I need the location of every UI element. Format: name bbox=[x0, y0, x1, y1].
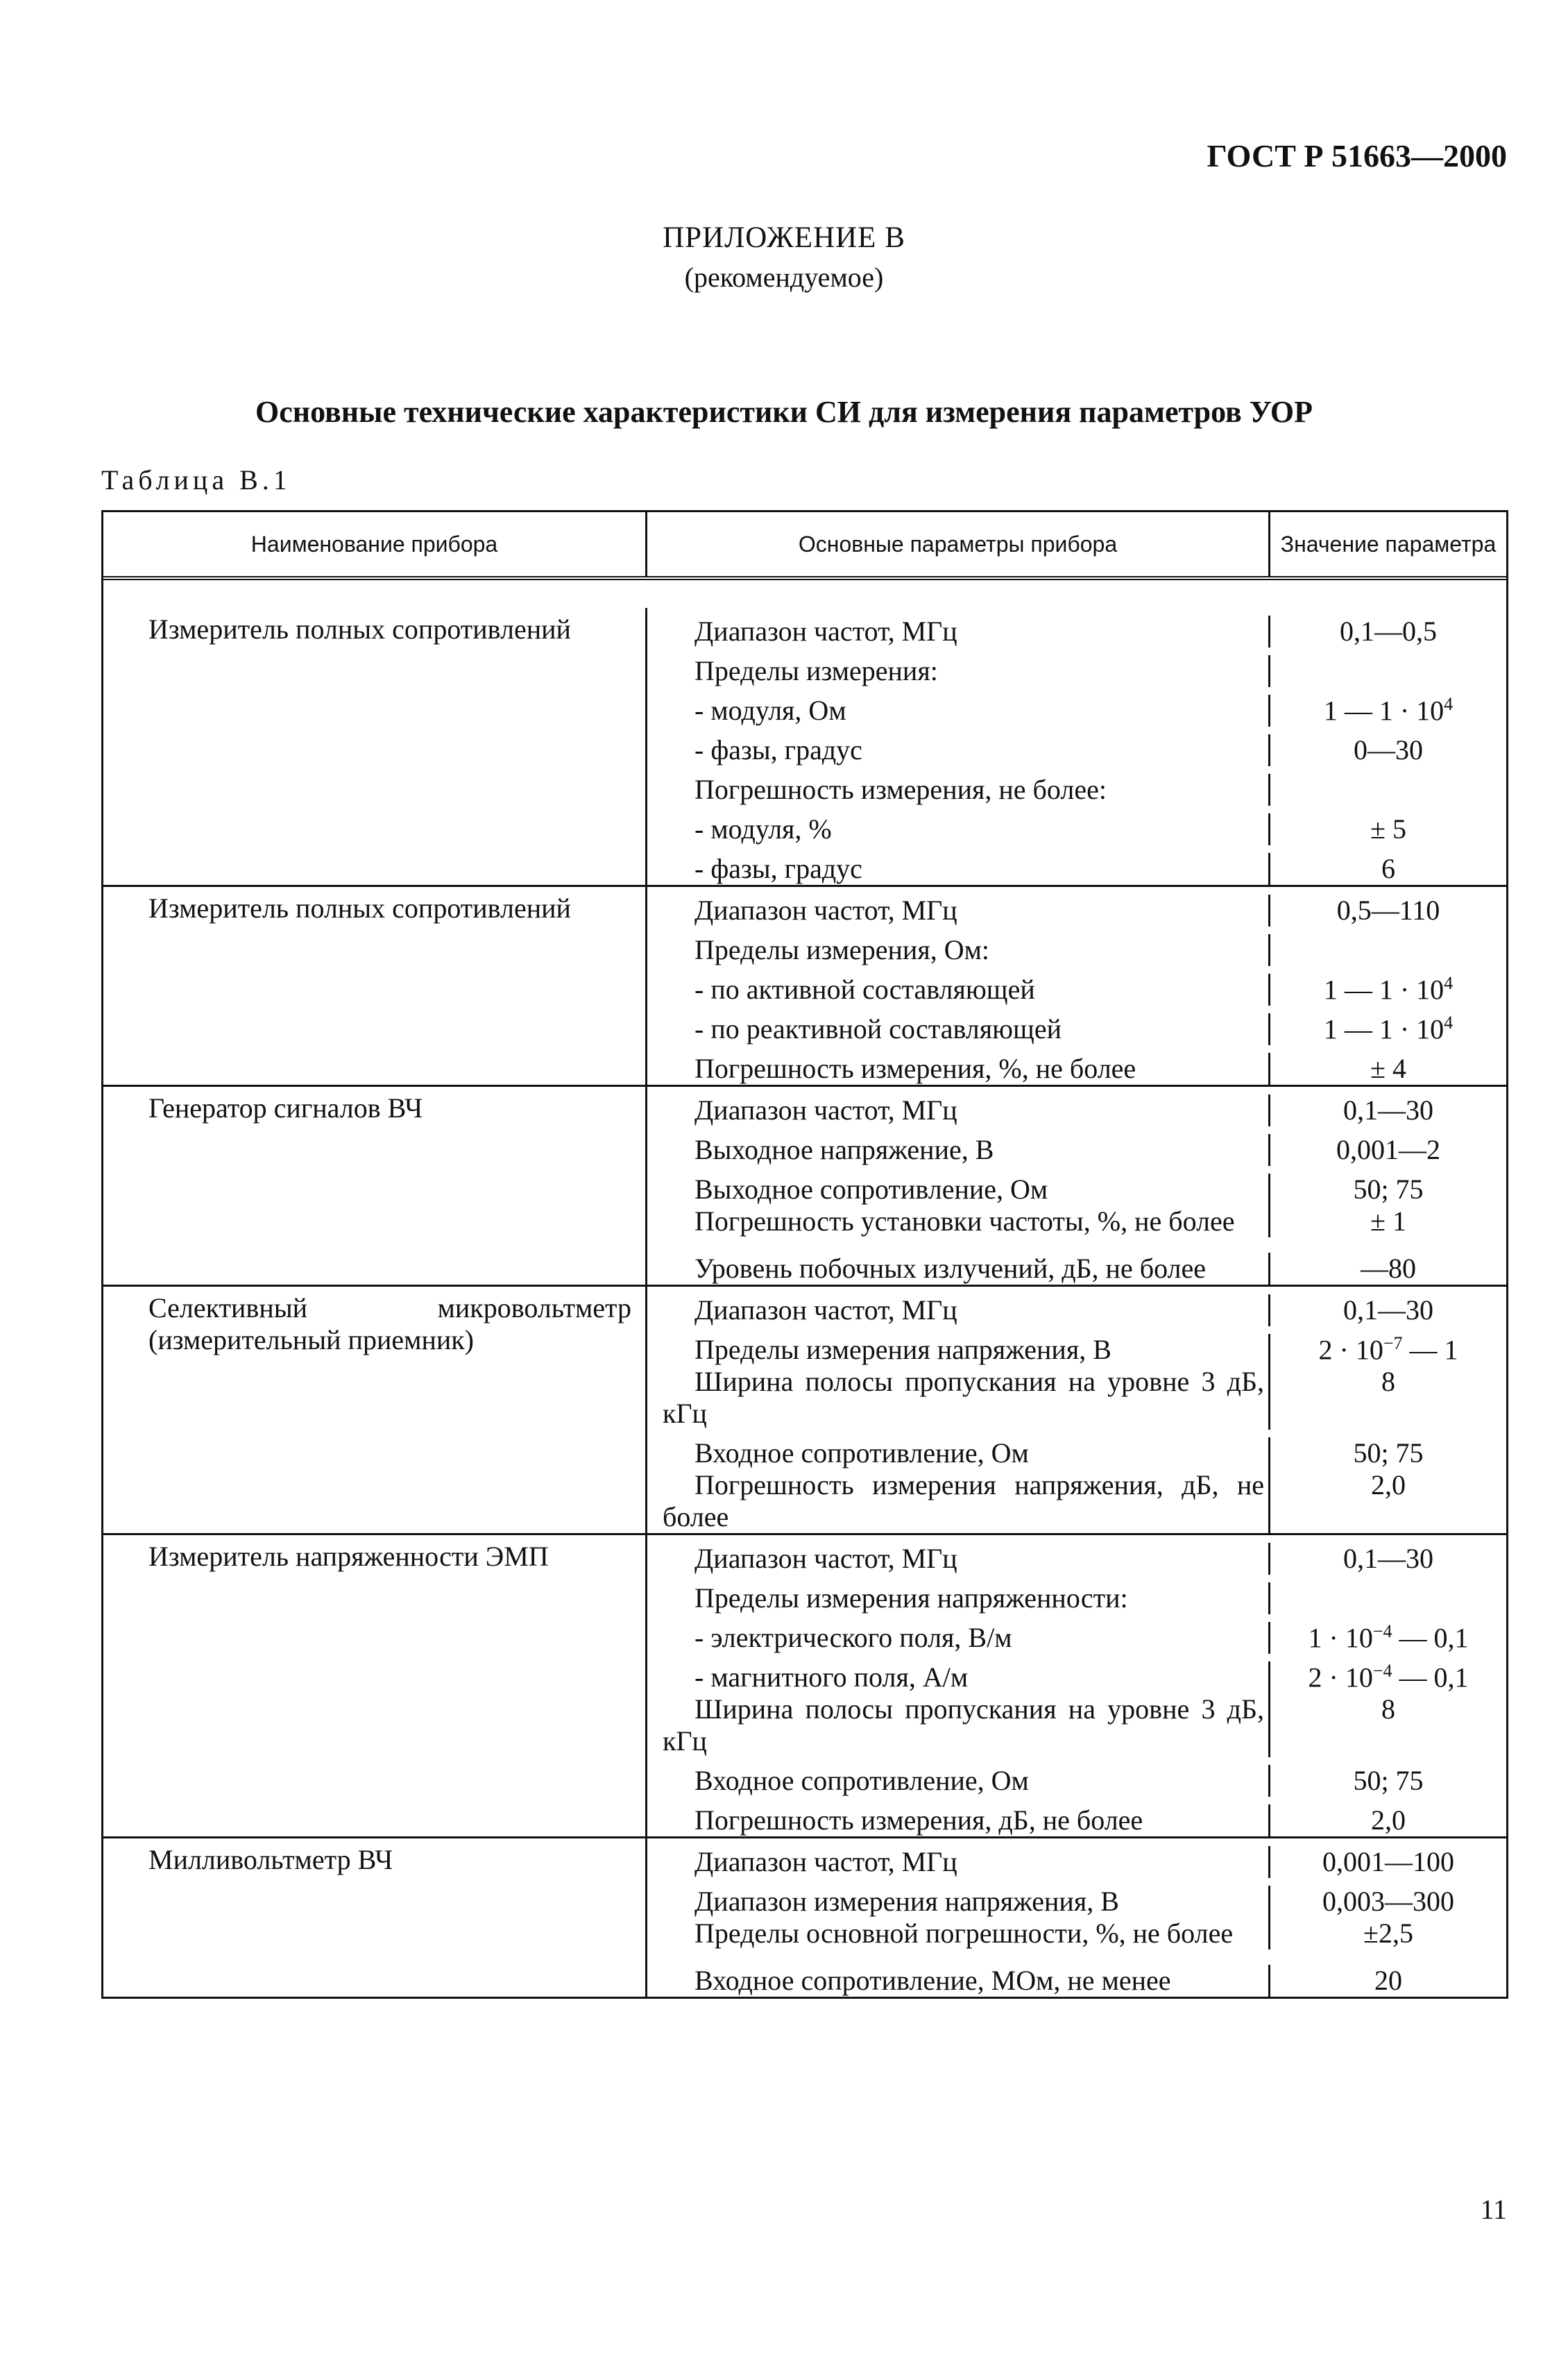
table-row bbox=[647, 1430, 1506, 1469]
appendix-subtitle: (рекомендуемое) bbox=[684, 262, 884, 293]
table-row bbox=[647, 845, 1506, 885]
table-label: Таблица В.1 bbox=[101, 464, 291, 496]
table-row bbox=[647, 1287, 1506, 1326]
parameter-name: Диапазон частот, МГц bbox=[647, 616, 1270, 648]
value-text: ±2,5 bbox=[1363, 1918, 1413, 1949]
table-row bbox=[647, 727, 1506, 766]
parameter-name: - по реактивной составляющей bbox=[647, 1013, 1270, 1045]
value-text: 0,001—2 bbox=[1336, 1134, 1440, 1165]
table-row bbox=[647, 1166, 1506, 1206]
device-name: Селективный микровольтметр (измерительный приемник) bbox=[103, 1287, 647, 1533]
parameter-name: Входное сопротивление, Ом bbox=[647, 1765, 1270, 1797]
parameter-value bbox=[1270, 1886, 1506, 1918]
specs-table bbox=[101, 510, 1508, 1999]
parameter-name: - магнитного поля, А/м bbox=[647, 1661, 1270, 1693]
parameter-name: Диапазон частот, МГц bbox=[647, 895, 1270, 927]
value-text: 50; 75 bbox=[1353, 1437, 1424, 1469]
parameter-list bbox=[647, 608, 1506, 885]
parameter-name: Выходное напряжение, В bbox=[647, 1134, 1270, 1166]
parameter-name: Выходное сопротивление, Ом bbox=[647, 1174, 1270, 1206]
parameter-value bbox=[1270, 1174, 1506, 1206]
value-text: 20 bbox=[1374, 1965, 1402, 1996]
value-text: 0—30 bbox=[1354, 734, 1423, 765]
table-row bbox=[647, 1614, 1506, 1654]
table-row bbox=[647, 1797, 1506, 1836]
parameter-value bbox=[1270, 1053, 1506, 1085]
parameter-value bbox=[1270, 967, 1506, 1006]
table-row bbox=[647, 766, 1506, 806]
table-row bbox=[647, 966, 1506, 1006]
value-text: 8 bbox=[1381, 1366, 1395, 1397]
value-exponent: −7 bbox=[1383, 1333, 1403, 1353]
table-row bbox=[647, 1654, 1506, 1693]
parameter-list bbox=[647, 1838, 1506, 1997]
parameter-name: - электрического поля, В/м bbox=[647, 1622, 1270, 1654]
table-row bbox=[647, 1575, 1506, 1614]
header-device-name: Наименование прибора bbox=[103, 512, 647, 576]
parameter-name: Ширина полосы пропускания на уровне 3 дБ, кГц bbox=[647, 1693, 1270, 1757]
parameter-value bbox=[1270, 1328, 1506, 1366]
table-row bbox=[647, 1878, 1506, 1918]
standard-number: ГОСТ Р 51663—2000 bbox=[1207, 138, 1507, 174]
parameter-value bbox=[1270, 1469, 1506, 1501]
parameter-name: Диапазон частот, МГц bbox=[647, 1846, 1270, 1878]
parameter-name: Пределы измерения напряжения, В bbox=[647, 1334, 1270, 1366]
parameter-value bbox=[1270, 1094, 1506, 1126]
table-group bbox=[103, 1533, 1506, 1836]
parameter-name: - модуля, Ом bbox=[647, 695, 1270, 727]
table-row bbox=[647, 648, 1506, 687]
parameter-value bbox=[1270, 688, 1506, 727]
parameter-value bbox=[1270, 1693, 1506, 1725]
table-body bbox=[103, 580, 1506, 1997]
value-text: 2,0 bbox=[1371, 1469, 1406, 1500]
table-row bbox=[647, 1838, 1506, 1878]
parameter-list bbox=[647, 1287, 1506, 1533]
parameter-name: Пределы измерения: bbox=[647, 655, 1270, 687]
value-exponent: −4 bbox=[1372, 1660, 1392, 1681]
parameter-name: - фазы, градус bbox=[647, 734, 1270, 766]
parameter-value bbox=[1270, 616, 1506, 648]
parameter-value bbox=[1270, 1965, 1506, 1997]
parameter-value bbox=[1270, 1007, 1506, 1045]
table-row bbox=[647, 887, 1506, 927]
value-text: 2,0 bbox=[1371, 1804, 1406, 1836]
parameter-name: Пределы основной погрешности, %, не более bbox=[647, 1918, 1270, 1949]
parameter-value bbox=[1270, 895, 1506, 927]
value-text: 1 · 10 bbox=[1308, 1622, 1373, 1653]
table-row bbox=[647, 687, 1506, 727]
value-text: 8 bbox=[1381, 1693, 1395, 1725]
value-text: —80 bbox=[1361, 1253, 1416, 1284]
value-exponent: 4 bbox=[1444, 972, 1454, 993]
parameter-value bbox=[1270, 1765, 1506, 1797]
value-text: 2 · 10 bbox=[1318, 1334, 1383, 1365]
device-name: Измеритель полных сопротивлений bbox=[103, 887, 647, 1085]
parameter-name: - по активной составляющей bbox=[647, 974, 1270, 1006]
table-row bbox=[647, 1006, 1506, 1045]
value-text: 0,003—300 bbox=[1322, 1886, 1454, 1917]
value-text: 0,1—0,5 bbox=[1340, 616, 1437, 647]
value-text: 2 · 10 bbox=[1308, 1661, 1373, 1693]
parameter-value bbox=[1270, 1655, 1506, 1693]
parameter-value bbox=[1270, 1846, 1506, 1878]
table-row bbox=[647, 1326, 1506, 1366]
parameter-value bbox=[1270, 1253, 1506, 1285]
parameter-name: Диапазон частот, МГц bbox=[647, 1543, 1270, 1575]
table-row bbox=[647, 1693, 1506, 1757]
table-row bbox=[647, 1535, 1506, 1575]
page-number: 11 bbox=[1480, 2194, 1507, 2225]
value-tail: — 0,1 bbox=[1392, 1622, 1469, 1653]
parameter-name: Пределы измерения, Ом: bbox=[647, 934, 1270, 966]
table-row bbox=[647, 1366, 1506, 1430]
value-text: 0,5—110 bbox=[1336, 895, 1440, 926]
parameter-name: Погрешность измерения, дБ, не более bbox=[647, 1804, 1270, 1836]
parameter-value bbox=[1270, 813, 1506, 845]
parameter-name: Погрешность измерения, %, не более bbox=[647, 1053, 1270, 1085]
value-text: ± 1 bbox=[1370, 1206, 1406, 1237]
table-row bbox=[647, 1245, 1506, 1285]
table-row bbox=[647, 1206, 1506, 1245]
value-exponent: −4 bbox=[1372, 1621, 1392, 1641]
value-text: 50; 75 bbox=[1353, 1765, 1424, 1796]
parameter-name: Входное сопротивление, МОм, не менее bbox=[647, 1965, 1270, 1997]
parameter-name: Входное сопротивление, Ом bbox=[647, 1437, 1270, 1469]
device-name: Генератор сигналов ВЧ bbox=[103, 1087, 647, 1285]
value-text: ± 5 bbox=[1370, 813, 1406, 845]
parameter-name: - модуля, % bbox=[647, 813, 1270, 845]
parameter-value bbox=[1270, 1616, 1506, 1654]
parameter-name: Диапазон частот, МГц bbox=[647, 1294, 1270, 1326]
value-exponent: 4 bbox=[1444, 1012, 1454, 1033]
parameter-value bbox=[1270, 1804, 1506, 1836]
parameter-name: Погрешность установки частоты, %, не более bbox=[647, 1206, 1270, 1237]
table-group bbox=[103, 885, 1506, 1085]
value-text: 0,1—30 bbox=[1343, 1094, 1433, 1126]
parameter-name: Диапазон измерения напряжения, В bbox=[647, 1886, 1270, 1918]
table-row bbox=[647, 806, 1506, 845]
header-value: Значение параметра bbox=[1280, 531, 1497, 557]
table-row bbox=[647, 1045, 1506, 1085]
value-text: 1 — 1 · 10 bbox=[1323, 695, 1445, 726]
table-group bbox=[103, 580, 1506, 885]
parameter-value bbox=[1270, 1437, 1506, 1469]
value-text: 6 bbox=[1381, 853, 1395, 884]
appendix-title: ПРИЛОЖЕНИЕ В bbox=[663, 221, 905, 254]
parameter-name: Ширина полосы пропускания на уровне 3 дБ, кГц bbox=[647, 1366, 1270, 1430]
table-group bbox=[103, 1085, 1506, 1285]
table-row bbox=[647, 608, 1506, 648]
parameter-list bbox=[647, 887, 1506, 1085]
parameter-name: Погрешность измерения, не более: bbox=[647, 774, 1270, 806]
value-exponent: 4 bbox=[1444, 693, 1454, 714]
parameter-name: Погрешность измерения напряжения, дБ, не более bbox=[647, 1469, 1270, 1533]
value-text: 0,001—100 bbox=[1322, 1846, 1454, 1877]
parameter-value bbox=[1270, 1543, 1506, 1575]
value-text: ± 4 bbox=[1370, 1053, 1406, 1084]
device-name: Измеритель полных сопротивлений bbox=[103, 608, 647, 885]
parameter-list bbox=[647, 1087, 1506, 1285]
header-parameters: Основные параметры прибора bbox=[647, 512, 1270, 576]
parameter-name: Диапазон частот, МГц bbox=[647, 1094, 1270, 1126]
table-row bbox=[647, 1469, 1506, 1533]
value-text: 0,1—30 bbox=[1343, 1294, 1433, 1326]
value-text: 50; 75 bbox=[1353, 1174, 1424, 1205]
parameter-name: Пределы измерения напряженности: bbox=[647, 1582, 1270, 1614]
parameter-value bbox=[1270, 1294, 1506, 1326]
parameter-value bbox=[1270, 1134, 1506, 1166]
table-row bbox=[647, 1918, 1506, 1957]
value-text: 1 — 1 · 10 bbox=[1323, 1013, 1445, 1044]
table-row bbox=[647, 1757, 1506, 1797]
table-row bbox=[647, 1087, 1506, 1126]
table-row bbox=[647, 927, 1506, 966]
table-row bbox=[647, 1126, 1506, 1166]
value-text: 1 — 1 · 10 bbox=[1323, 974, 1445, 1005]
document-title: Основные технические характеристики СИ для измерения параметров УОР bbox=[255, 395, 1313, 429]
parameter-list bbox=[647, 1535, 1506, 1836]
parameter-name: Уровень побочных излучений, дБ, не более bbox=[647, 1253, 1270, 1285]
parameter-value bbox=[1270, 1206, 1506, 1237]
value-tail: — 1 bbox=[1402, 1334, 1458, 1365]
parameter-value bbox=[1270, 1918, 1506, 1949]
table-row bbox=[647, 1957, 1506, 1997]
device-name: Милливольтметр ВЧ bbox=[103, 1838, 647, 1997]
table-header bbox=[103, 512, 1506, 580]
parameter-value bbox=[1270, 734, 1506, 766]
table-group bbox=[103, 1285, 1506, 1533]
table-group bbox=[103, 1836, 1506, 1997]
value-tail: — 0,1 bbox=[1392, 1661, 1469, 1693]
parameter-value bbox=[1270, 1366, 1506, 1398]
value-text: 0,1—30 bbox=[1343, 1543, 1433, 1574]
parameter-name: - фазы, градус bbox=[647, 853, 1270, 885]
device-name: Измеритель напряженности ЭМП bbox=[103, 1535, 647, 1836]
parameter-value bbox=[1270, 853, 1506, 885]
